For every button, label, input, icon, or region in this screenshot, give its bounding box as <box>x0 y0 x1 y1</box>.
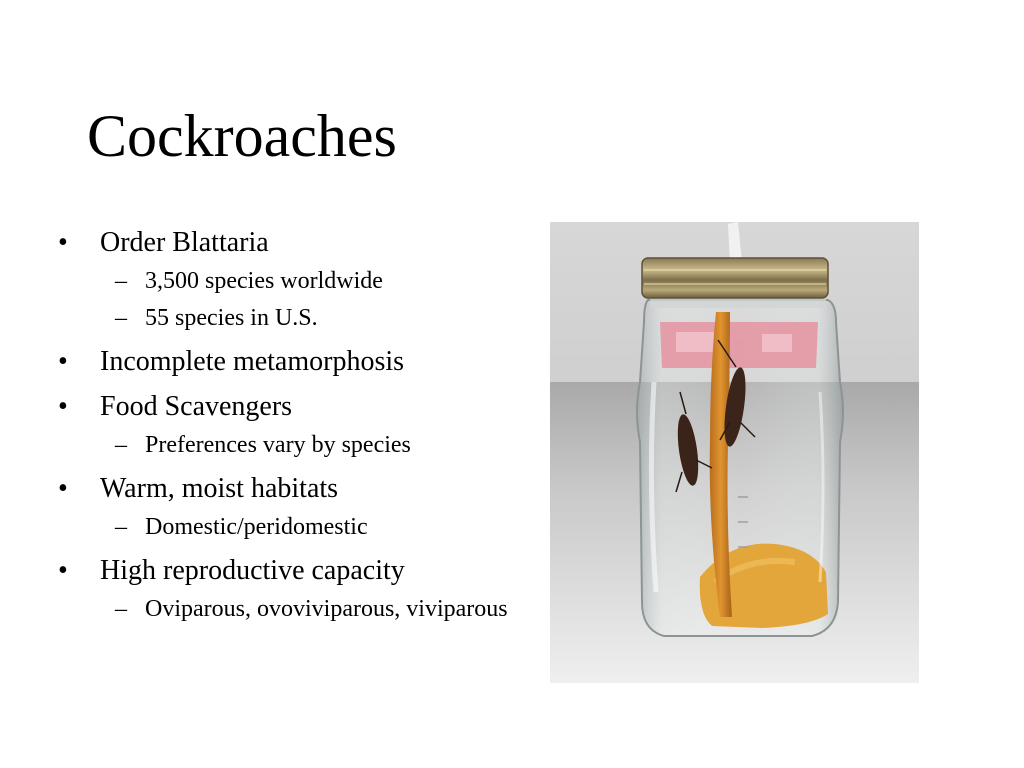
bullet-item <box>58 554 528 588</box>
bullet-list <box>58 226 528 625</box>
sub-bullet-text: Domestic/peridomestic <box>145 514 368 540</box>
sub-bullet-item <box>58 430 528 461</box>
sub-list <box>58 430 528 461</box>
bullet-marker: • <box>58 346 68 377</box>
sub-bullet-marker: – <box>115 305 127 331</box>
sub-bullet-marker: – <box>115 268 127 294</box>
sub-bullet-marker: – <box>115 432 127 458</box>
bullet-item <box>58 472 528 506</box>
sub-bullet-item <box>58 266 528 297</box>
bullet-marker: • <box>58 391 68 422</box>
bullet-text: Warm, moist habitats <box>100 473 339 504</box>
bullet-marker: • <box>58 555 68 586</box>
bullet-marker: • <box>58 227 68 258</box>
sub-bullet-item <box>58 512 528 543</box>
sub-bullet-marker: – <box>115 514 127 540</box>
sub-list <box>58 594 528 625</box>
bullet-item <box>58 226 528 260</box>
bullet-text: High reproductive capacity <box>100 555 405 586</box>
bullet-item <box>58 390 528 424</box>
sub-list <box>58 512 528 543</box>
sub-bullet-item <box>58 303 528 334</box>
sub-list <box>58 266 528 334</box>
bullet-item <box>58 345 528 379</box>
cockroach-jar-photo <box>550 222 919 683</box>
sub-bullet-marker: – <box>115 596 127 622</box>
sub-bullet-item <box>58 594 528 625</box>
sub-bullet-text: 55 species in U.S. <box>145 305 318 331</box>
bullet-text: Food Scavengers <box>100 391 293 422</box>
bullet-text: Incomplete metamorphosis <box>100 346 405 377</box>
sub-bullet-text: Preferences vary by species <box>145 432 411 458</box>
sub-bullet-text: 3,500 species worldwide <box>145 268 383 294</box>
bullet-marker: • <box>58 473 68 504</box>
bullet-text: Order Blattaria <box>100 227 269 258</box>
slide-title: Cockroaches <box>87 103 397 169</box>
jar-illustration <box>550 222 919 683</box>
sub-bullet-text: Oviparous, ovoviviparous, viviparous <box>145 596 508 622</box>
